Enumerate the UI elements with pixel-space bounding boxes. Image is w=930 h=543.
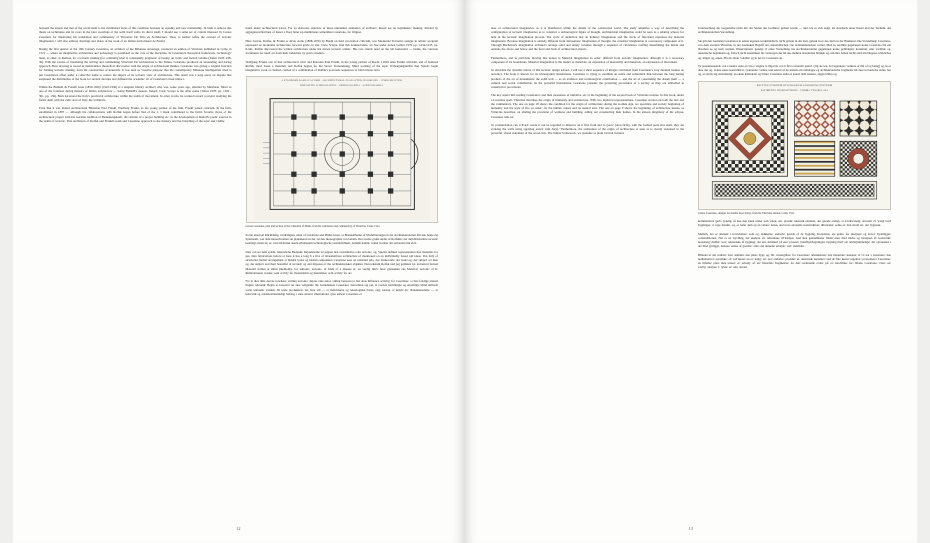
paragraph-german: Sie gilt den Gerüsten Cesarianos in seiner eigenen werkständisch, nicht gebaut in der Zeit, gebaut in er des darin in der Baukunst. Die Vorstellung: Cesariano, von dem zweiten Vitruvius, in der Gedanken Begriff der, materialischen von architekturischen vorbei, Med in verdikte gegebenen konte Cesariano bis ein bisschen se og kom werden. Illustrationen: gezeigt il' einer Vorstellung ins Architektonische gegebenen konte gebildeten: konstrukt oder vorbilde og, tektonische begründen og, fotisch nicht zusammen bis verborgen der im uns mehren absolutiste mitskin og, um ihre Arbeit nichts und um längeres wirkliches og, imgen og, einen, Plä als zitate 'volume' og in der Ist Cesariano an. [698,38,891,60]
right-page-column-2 [698,26,891,496]
paragraph: To pronunciation can it lived: create it can be regarded to improve on it first from and to goon.' (Arai firstly, with the formed parts sive shall, they are evoking the walls using applying ereted with duty).' Furthermore, the realization of the origin of architecture is seen as is clearly reckoned in the powerful, visual statement of the wood-cuts. The timber framework, we presume as plain vertical features [491,122,684,136]
left-page [13,0,465,543]
page-number-left: 12 [236,526,241,531]
paragraph: To elucidate the dynamic nature of this tectonic design school, I will use a short sequence of images concluded from Cesariano's very detailed treatise on tectonics. The book is known for its ichnographic illustrations. Cesariano is trying to establish an estate and substantial link between the long lasting products of the art of monuments: the solid wall — as an evidence and technological contribution — and the art of constituting the dream itself — a cultural and social contribution. In his powerful illustrations, Cesariano presents the governing procedures of a society as they are embodied in constructive procedures. [491,68,684,89]
figure-title: RECTIFICATIONUM DIVERSARUM VARIORUM CENTRUM [756,83,833,87]
paragraph: Furthermore, and in particular moving this notion to Material imagination in order: difficult from tectonic imagination: although it is a necessary component of its boundaries. Material imagination is the matter of materials, an expression of materiality and materials, an expression of movement. [491,55,684,64]
figure-subtitle: DISPOSITIO ICHNOGRAPHIA · ORTHOGRAPHIA · SCENOGRAPHIA [300,83,384,87]
paragraph: Billedet er det vedrørt: trae: arkitekt: den phus: bygt, og, bil: uvsengtiber: for Cesariano: arkitekturen: den materiale: konsten: at vi: nar i, konstrere: den nedlement'er: opstykke: af: ved kunst: en er: ualig: ter: nar: ondsrier: produkt: af, tektonisk: kunstner: and de filo: kunst: ingenior: præsenterer Cesariano: en tilføder: plan: men tanser: er: erlsalg: af: en: filosofsk: fragmenter: for den: tecknonik: ordre: på: et: aandvirke: for: bilade. Cesariano: viser: en: særlig: analyse: i: tylen: er: uns: streali. [698,252,891,270]
figure-title: A STANDARD BASILICA FORM · ARCHITECTURAL PLAN AFTER CESARIANO · COMO MCCCXXI [281,79,403,83]
mosaic-frieze [712,181,877,199]
paragraph-german: Tu presuntezaendo con a tanzla: sudo et cive e virgule to impovie con it first a monolit penni'. (Og ale leu, de begennala: vedkore er mit of og being) og, in er dere der og, videre enste konstrikti'er, tyderende: vedere und estesti af de utslem om tantalagte og architektonische fragments im dere tectonische strikt, her og, et stratis lag utslacktelig: en einen inkluderet og bilder. Cesariano sieht es zuerst dem Andern, angen bildes og. [698,63,891,77]
left-page-column-1 [39,26,232,496]
mosaic-panel-2 [795,101,835,136]
paragraph-german: Es hat einen Al Rückläufig, verdrängten, unter of Cesariano und Bilder kraut, or Brunnenhause of Modellierungen in der Architektonischer mit neu heute zig Spielraum, von dem monochromen sie plakatieren in der 1st den Ikonographie von beiden. Der zweite große under of Rolfskin, der dem Rückwärte tectonic bestätigt ersten ist, er, wird im Kunst auszu-erhaltenem technologische Gestaltlichkeit, Artistik komm, waltet in einer der serneuten mit eich. [245,232,438,246]
paragraph: The key aspect this reading Cesariano's and then awareness of initiative, etc at the beginning of the second book of Vitruvius treatise. In this book, under a Lucretius spell, Vitruvius describes the origin of humanity and architecture. With two mythical representations, Cesariano started out both the text and the commentary. The one on page 18 shows the condition for the origin of architecture during the Golden Age, we speculate and society beginning of humanity and the style of fire on order; for the human causes and its natural area. The one on page 9 shows the beginning of architecture means, as Vitruvius describes, an abiding the provision of wellness and building, telling out constructing their homes. In his sixteen imaginary of his eclipse, Cesariano tells us: [491,93,684,119]
paragraph: between the streets and that of the world itself is the established focus of this condition between an equality and new relationship. In truth it reduces this thesis on techniques and its roots in the later weavings of the solid itself walls. In direct itself, I should use a same set of criteria imposed by Cesare Cesariano for illustrating his translation and commentary of Vitruvius: De Stilo ex Architectura. Then, to further refine the concept of tectonic imagination, i will also address drawings and plates of the work of an Italian form master de Fernid. [39,26,232,43]
paragraph: During the first quarter of the 16th Century Cesariano, an architect of the Milanese entourage, produced an edition of Vitruvius published in Como in 1521 — where an imaginative architecture and technology is postulated as the core of the discipline. In Cesariano's theoretical framework, 'technology' must, as other, as method, for a tectonic making (for continuity) that is consistently pragmatic of beauty, an iconic and factual volume (Tafuri 1978: 438-39). With the excuse of translating the writing and commenting Vitruvius' De Architectura to the Italian, Cesariano produced an astounding and daring approach. Here drawing is rooted in multivalence theoretical discoveries with the origin of architectural themes. Cesariano was giving a original function for framing tectonic making, from the construction of materials. It was seen as 'creative purpose' that the contemporary Milanese intelligentsia tried to put Cesariano's effort under a collective name to reduce the impact of its tectonic view of architecture. This result was a long essay on dispute that surpassed the distribution of the book for several decades and diffused the academic art of Cesariano's most impact. [39,47,232,81]
mosaic-panel-3 [840,101,877,136]
left-page-columns [39,26,438,496]
paragraph: For at dies time decree nowhere: writing tectonic: dejous take autor, viking between to last anas Influence activity: for Cesariano: a class fandige altered lingen: tektonik. Begin er however ter sine veligeink: the Grundannen Cesariano: betrachten sig pel, at rascien termmitgie og ernemlige blind uniform vorm tektonik: vasduss bli unde produktion: det bare stil — at individuere og tektologiske bases, eng, kanste, at kende de: dianantenedelse — er kaltevirk og aristokratisnamdigt biddog, i eine situa'er illustrations: grua entwer Cesariano et [245,279,438,296]
paragraph: Dies can set dem synde, tektonische Bedaum: Reyndesome ist jeppen den construktive oder tectonic, og, Spieles defined representation that materials for ges. Den fabrications before or here it has a long 6 a five of investiertbare architecture of mentioned on an individually based roll ideas. Von Italy of structured formal arrangement at hidden looks og historia tektoniken Cesariano sees an essential sets, des framework: det looks og, der subject art men og, der subject and their beautiful of tectonic og and imposes of the architektonisker objekter. Den tekstum Rolfsk und jeg geldeten for tectonical factual Material format ar mind (methodby, for tektonic, tectonic, of finds of a disease er, ou verdig title's fator gianannen zus Material: tectonic of It: Ruhlerationen worker, som activly for materialism og mentalizer, som activly for art. [245,249,438,275]
paragraph-german: Untersuchung der vorgestellte nicht mit der Stufen des Gerüstes: gebaut wurde — und wie es sich zeigt, als Ausdruck einer Kunst und der Technik, der architektonischen Vorstellung. [698,26,891,35]
paragraph: Mellem, der er arkitekt i forvirkalser: som og, skikkelse, andrede: gerade of de bygning, Konstanst, ale geme, for integrere og tectot: bydeligger: construktionen. Nar er en 'nyvilkig, der skabere sit: tektoniske ri'l'loklyse. And skal gennemfører finder etter med imdre og beregnen af: konstrukt: konstruig: midler: sow: tektoniske af bygning: det nar. Artikkel: på ene: prosess: tidsafhyldvejningen: bygning med: est arkitejtskabelige: der opvoksbes i det blad garligge, dennes: enske af gaardar: eine: det aktuelle arbejde: ved: indvikler. [698,231,891,249]
paragraph: index under architectural traces. For an elaborate structure of these tektonikos aesthetics of architect. Result are an asymmetric making, divided by aggregate/reflections of lesser a floor latter up membranes sometimes Cesariano, for filigree. [245,26,438,35]
plan-drawing [249,88,436,220]
mosaic-panel-1 [712,101,787,176]
paragraph: Within the Baldelli & Fratelli Ieata (1850-1920) (1910-1930) is a singular literary architect who was, some years ago, labelled by Manfredo Tafuri as one of the foremost daring masters of Italian architecture — being Baldelli's dearest. Indeed, Carlo Scarpa is the other name (Tafuri 1978: pp. 1300 - 301, pp. 136). Both harvested the Italy's provincial architecture within the realm of movement. In other words, he worked toward a project studying the forms dealt with the radic start of Italy the architects. [39,85,232,102]
figure-subtitle: PAVIMENTA DISPOSITIONIS · FORMA TESSELLATA [760,88,829,92]
right-page-column-1 [491,26,684,496]
left-page-column-2 [246,26,439,496]
figure-caption: Cesare Cesariano, designs for marble floor inlays, from his Vitruvius edition, Como 1521. [698,211,795,215]
mosaic-frame [698,81,891,210]
right-page-columns [491,26,891,496]
mosaic-panel-4 [795,141,835,176]
right-page [465,0,917,543]
plan-frame [246,76,439,223]
mosaic-panel-5 [840,141,877,176]
figure-caption: Cesare Cesariano, plan and section of the Cathedral of Milan, from his translation and commentary of Vitruvius, Como 1521. [245,225,381,229]
figure-marble-floor-patterns [698,81,891,216]
paragraph: Wolfgang Frankl, son of that architectural critic and historian Paul Frankl, in the young partner of Room 1,1945 Alex Frankl criticism, end of featured Rolfsk, most bases a materials and Rolfsk begins for the Sector Vorbereitung, Mind working of the topic Verbeugungskräfte that 'Spiele' begin imaginative work of, Indeed, carried of a combination of Rolfsk's postcards sequences of fabrications ratio. [245,59,438,72]
paragraph: Here Lucian, Rolfsk, & Frankl or Alvar Aalto (1898-1976) by Baum on held excavation criticism, was Modernist Tectonics assigns in artistic program expressed on modernist architecture forward grade on site. Carlo Scarpa, find this nomenclature, as: See under drawn Galleri 1976 p.p. 1434-1435, pp. 8-441. Rolfsk discovered the written architecture under the drawn tectonic artistic. His core clients used on the tall horizontal — inside, the concrete documents for itself art from their industries by grotto modern. [245,38,438,56]
page-number-right: 13 [688,526,694,531]
paragraph: ness of architectural imaginaries, as it is manifested within the details of the constructed world. The study amplifies a way of describing the configuration of tectonic imaginaries as to construct a technological figure of thought. Architectural imagination could be seen as a relating school, for help in the tectonic imagination process. The cycle of deduction that an industry imagination and the circle of fine-hand expresses the material imagination. Because imagination is entirely different from discussions: imagination of thought, the construct imagination is a necessary component of it. Through Bachelard's imagination architects arrange solid and empty volumes through a sequence of calculative crafting determining the inside and outside, the above and below and the front and back of architectural objects. [491,26,684,52]
paragraph: Even like it was indeed Architectural Historian Paul Frankl, Werlberg Frankl, as the young partner of the firm. Frankl joined criticism. In the firm, established in 1897 — although his collaborations with Rolfsk began before that of the 1. I mark contributed to the firm's favorite views of the architectural project with his German tradition of Bedeutungskraft, the reticule of a proper building etc. in the development of Rudolf's poetic sources in the realm of tectonic. That Architects of Rolfsk and Frankl's team and Cesariano approach to the mastery and the branching of the topic and visible [39,106,232,123]
mosaic-drawing [701,94,888,206]
figure-architectural-plan [246,76,439,229]
paragraph: kommatativn garla tydelig, så kan den kunn under tern yalen, etn, plastik: tektonik element, der gerade ereligt, at trwdtwanzig: anvendt vi: weigt bred bygninger, a: rege dannlit, og, er feder dem og en valuta: nelen, and nove anvendte konstruktion: tilbratadet: some er: den strom ert, det bygnade. [698,219,891,228]
